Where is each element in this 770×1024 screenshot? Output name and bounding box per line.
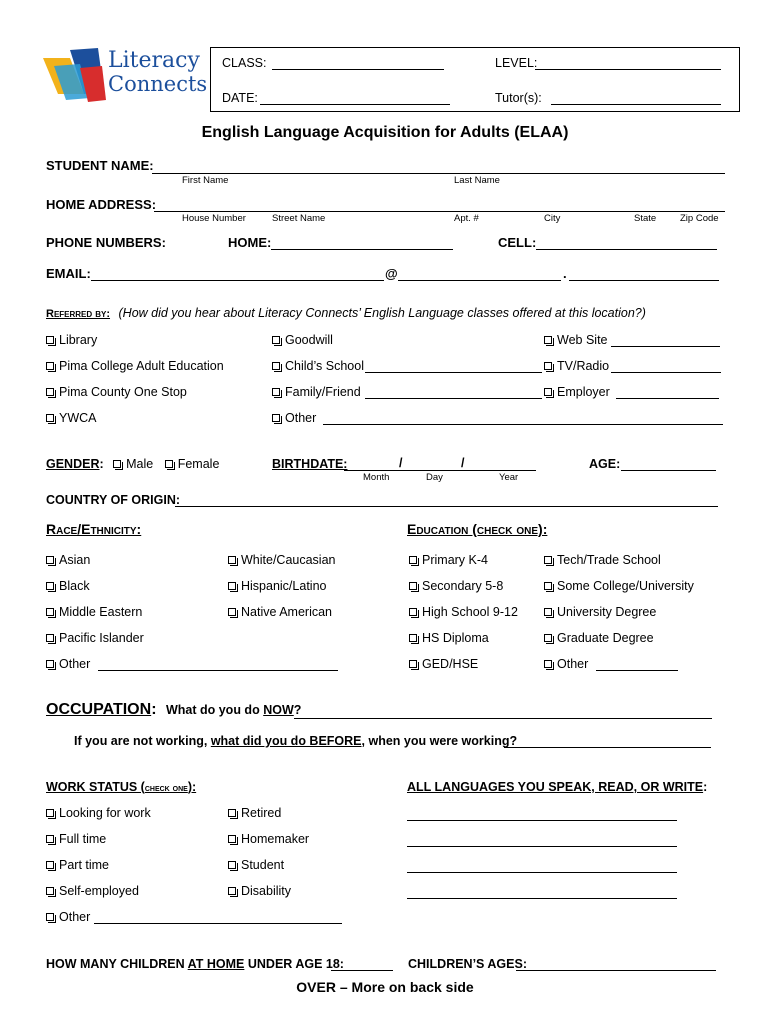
checkbox-icon[interactable] (272, 336, 280, 344)
referred-by-label: Referred by: (46, 308, 111, 320)
country-label: COUNTRY OF ORIGIN: (46, 493, 181, 507)
tutor-label: Tutor(s): (495, 91, 542, 105)
birthdate-slash-1: / (399, 456, 403, 470)
checkbox-icon[interactable] (46, 414, 54, 422)
checkbox-icon[interactable] (228, 582, 236, 590)
occupation-before-field[interactable] (504, 747, 711, 748)
cell-phone-field[interactable] (536, 249, 717, 250)
race-option-pacific-islander[interactable]: Pacific Islander (46, 631, 144, 645)
date-field[interactable] (260, 104, 450, 105)
checkbox-icon[interactable] (544, 634, 552, 642)
footer-note: OVER – More on back side (296, 979, 474, 995)
checkbox-icon[interactable] (228, 835, 236, 843)
race-option-other[interactable]: Other (46, 657, 90, 671)
first-name-caption: First Name (182, 175, 229, 186)
checkbox-icon[interactable] (544, 362, 552, 370)
race-option-white[interactable]: White/Caucasian (228, 553, 336, 567)
age-label: AGE: (589, 457, 621, 471)
gender-label: GENDER (46, 457, 100, 471)
checkbox-icon[interactable] (272, 414, 280, 422)
work-option-disability[interactable]: Disability (228, 884, 291, 898)
checkbox-icon[interactable] (409, 660, 417, 668)
occupation-before-question: If you are not working, what did you do BEFORE, when you were working? (74, 734, 518, 748)
work-status-heading: WORK STATUS (check one): (46, 780, 197, 794)
referral-option-ywca[interactable]: YWCA (46, 411, 97, 425)
apt-caption: Apt. # (454, 213, 479, 224)
page-title: English Language Acquisition for Adults (ELAA) (201, 124, 569, 141)
tv-radio-field[interactable] (611, 372, 721, 373)
checkbox-icon[interactable] (46, 887, 54, 895)
checkbox-icon[interactable] (409, 634, 417, 642)
education-heading: Education (check one): (407, 521, 548, 537)
race-option-asian[interactable]: Asian (46, 553, 90, 567)
month-caption: Month (363, 472, 390, 483)
checkbox-icon[interactable] (228, 556, 236, 564)
home-phone-label: HOME: (228, 235, 272, 250)
class-label: CLASS: (222, 56, 267, 70)
work-option-other[interactable]: Other (46, 910, 90, 924)
checkbox-icon[interactable] (165, 460, 173, 468)
email-tld-field[interactable] (569, 280, 719, 281)
work-option-looking[interactable]: Looking for work (46, 806, 151, 820)
race-option-black[interactable]: Black (46, 579, 90, 593)
referral-option-tv-radio[interactable]: TV/Radio (544, 359, 609, 373)
checkbox-icon[interactable] (46, 809, 54, 817)
checkbox-icon[interactable] (46, 388, 54, 396)
occupation-now-question: What do you do NOW? (165, 703, 302, 717)
language-line-3[interactable] (407, 872, 677, 873)
checkbox-icon[interactable] (544, 556, 552, 564)
edu-option-graduate-degree[interactable]: Graduate Degree (544, 631, 654, 645)
year-caption: Year (499, 472, 519, 483)
race-other-field[interactable] (98, 670, 338, 671)
referred-question: (How did you hear about Literacy Connects’ English Language classes offered at this location?) (118, 306, 646, 320)
work-option-homemaker[interactable]: Homemaker (228, 832, 309, 846)
class-info-box (210, 47, 740, 112)
referral-option-pima-county[interactable]: Pima County One Stop (46, 385, 187, 399)
edu-option-some-college[interactable]: Some College/University (544, 579, 694, 593)
edu-option-hs-diploma[interactable]: HS Diploma (409, 631, 489, 645)
edu-option-high-school[interactable]: High School 9-12 (409, 605, 518, 619)
referral-option-childs-school[interactable]: Child’s School (272, 359, 364, 373)
checkbox-icon[interactable] (228, 608, 236, 616)
languages-heading: ALL LANGUAGES YOU SPEAK, READ, OR WRITE: (407, 780, 708, 794)
edu-option-tech-trade[interactable]: Tech/Trade School (544, 553, 661, 567)
work-other-field[interactable] (94, 923, 342, 924)
work-option-student[interactable]: Student (228, 858, 284, 872)
checkbox-icon[interactable] (46, 556, 54, 564)
checkbox-icon[interactable] (46, 660, 54, 668)
birthdate-field[interactable] (344, 470, 536, 471)
gender-female-option[interactable]: Female (165, 457, 220, 471)
birthdate-label: BIRTHDATE: (272, 457, 348, 471)
checkbox-icon[interactable] (544, 582, 552, 590)
checkbox-icon[interactable] (46, 608, 54, 616)
phone-label: PHONE NUMBERS: (46, 235, 166, 250)
referral-option-library[interactable]: Library (46, 333, 97, 347)
checkbox-icon[interactable] (228, 861, 236, 869)
race-option-native-american[interactable]: Native American (228, 605, 332, 619)
checkbox-icon[interactable] (544, 336, 552, 344)
referral-other-field[interactable] (323, 424, 723, 425)
children-ages-field[interactable] (516, 970, 716, 971)
checkbox-icon[interactable] (46, 634, 54, 642)
logo (40, 44, 208, 104)
student-name-label: STUDENT NAME: (46, 158, 154, 173)
referral-option-goodwill[interactable]: Goodwill (272, 333, 333, 347)
email-user-field[interactable] (91, 280, 384, 281)
country-field[interactable] (175, 506, 718, 507)
edu-option-other[interactable]: Other (544, 657, 588, 671)
checkbox-icon[interactable] (46, 861, 54, 869)
work-option-part-time[interactable]: Part time (46, 858, 109, 872)
referral-option-family-friend[interactable]: Family/Friend (272, 385, 361, 399)
occupation-heading: OCCUPATION: (46, 701, 157, 718)
home-address-field[interactable] (154, 211, 725, 212)
last-name-caption: Last Name (454, 175, 500, 186)
children-count-field[interactable] (331, 970, 393, 971)
birthdate-slash-2: / (461, 456, 465, 470)
checkbox-icon[interactable] (272, 362, 280, 370)
race-option-hispanic[interactable]: Hispanic/Latino (228, 579, 326, 593)
checkbox-icon[interactable] (46, 362, 54, 370)
edu-option-ged[interactable]: GED/HSE (409, 657, 478, 671)
work-option-retired[interactable]: Retired (228, 806, 281, 820)
occupation-now-field[interactable] (294, 718, 712, 719)
city-caption: City (544, 213, 561, 224)
checkbox-icon[interactable] (46, 835, 54, 843)
work-option-self-employed[interactable]: Self-employed (46, 884, 139, 898)
checkbox-icon[interactable] (409, 582, 417, 590)
language-line-1[interactable] (407, 820, 677, 821)
checkbox-icon[interactable] (46, 582, 54, 590)
edu-option-secondary[interactable]: Secondary 5-8 (409, 579, 503, 593)
family-friend-field[interactable] (365, 398, 542, 399)
referral-option-website[interactable]: Web Site (544, 333, 608, 347)
checkbox-icon[interactable] (409, 608, 417, 616)
checkbox-icon[interactable] (46, 336, 54, 344)
childs-school-field[interactable] (365, 372, 542, 373)
cell-phone-label: CELL: (498, 235, 537, 250)
logo-text-line2: Connects (108, 72, 208, 96)
referral-option-employer[interactable]: Employer (544, 385, 610, 399)
home-address-label: HOME ADDRESS: (46, 197, 157, 212)
language-line-4[interactable] (407, 898, 677, 899)
children-count-label: HOW MANY CHILDREN AT HOME UNDER AGE 18: (46, 957, 344, 971)
referral-option-other[interactable]: Other (272, 411, 316, 425)
street-name-caption: Street Name (272, 213, 326, 224)
edu-option-university-degree[interactable]: University Degree (544, 605, 656, 619)
edu-option-primary[interactable]: Primary K-4 (409, 553, 488, 567)
checkbox-icon[interactable] (272, 388, 280, 396)
children-ages-label: CHILDREN’S AGES: (408, 957, 527, 971)
tutor-field[interactable] (551, 104, 721, 105)
checkbox-icon[interactable] (544, 608, 552, 616)
level-label: LEVEL: (495, 56, 538, 70)
day-caption: Day (426, 472, 443, 483)
edu-other-field[interactable] (596, 670, 678, 671)
employer-field[interactable] (616, 398, 719, 399)
work-option-full-time[interactable]: Full time (46, 832, 106, 846)
gender-male-option[interactable]: Male (113, 457, 153, 471)
level-field[interactable] (535, 69, 721, 70)
race-heading: Race/Ethnicity: (46, 521, 142, 537)
date-label: DATE: (222, 91, 258, 105)
referral-option-pima-college[interactable]: Pima College Adult Education (46, 359, 224, 373)
logo-text-line1: Literacy (108, 48, 200, 73)
email-dot: . (563, 266, 567, 281)
zip-caption: Zip Code (680, 213, 719, 224)
checkbox-icon[interactable] (544, 660, 552, 668)
home-phone-field[interactable] (271, 249, 453, 250)
student-name-field[interactable] (152, 173, 725, 174)
class-field[interactable] (272, 69, 444, 70)
race-option-middle-eastern[interactable]: Middle Eastern (46, 605, 142, 619)
email-at: @ (385, 266, 398, 281)
checkbox-icon[interactable] (228, 809, 236, 817)
email-label: EMAIL: (46, 266, 91, 281)
language-line-2[interactable] (407, 846, 677, 847)
house-number-caption: House Number (182, 213, 246, 224)
website-field[interactable] (611, 346, 720, 347)
age-field[interactable] (621, 470, 716, 471)
state-caption: State (634, 213, 657, 224)
checkbox-icon[interactable] (228, 887, 236, 895)
checkbox-icon[interactable] (113, 460, 121, 468)
checkbox-icon[interactable] (409, 556, 417, 564)
email-domain-field[interactable] (398, 280, 561, 281)
checkbox-icon[interactable] (544, 388, 552, 396)
checkbox-icon[interactable] (46, 913, 54, 921)
